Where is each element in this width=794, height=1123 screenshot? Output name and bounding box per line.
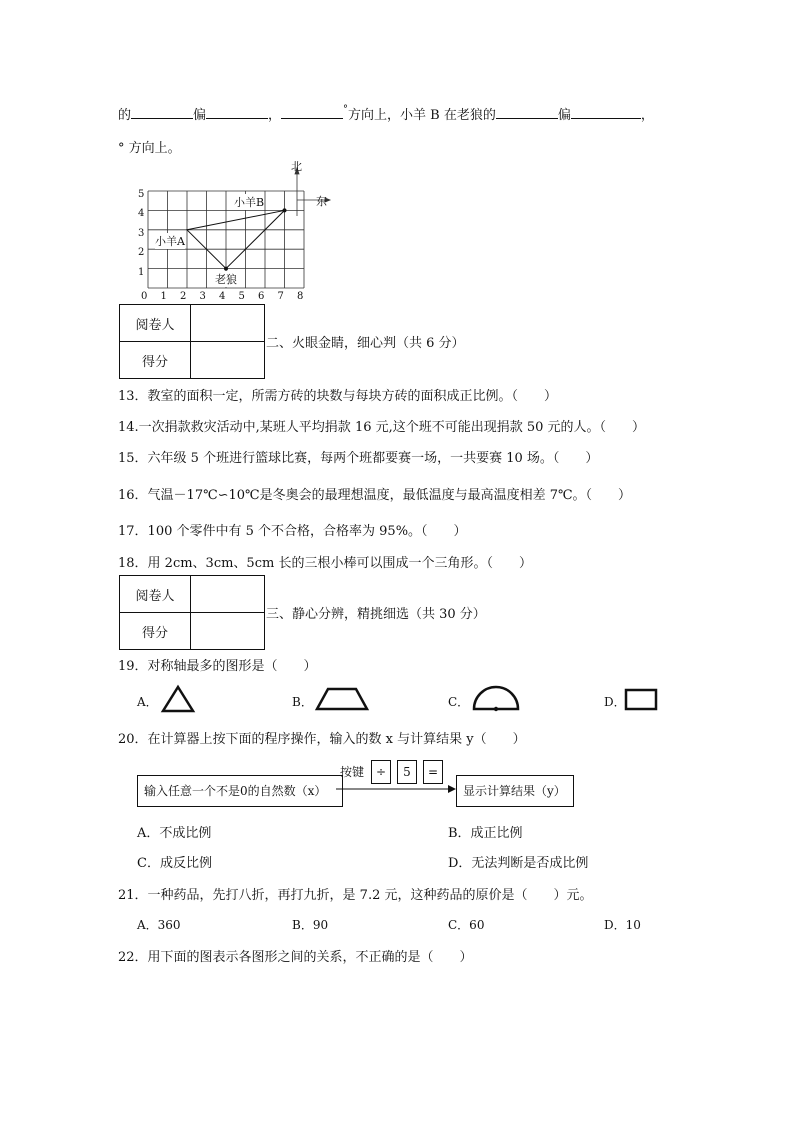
score-label: 得分 (120, 342, 191, 379)
y-tick: 5 (138, 189, 145, 200)
question-19: 19．对称轴最多的图形是（ ） (118, 659, 317, 674)
key-equals: = (423, 760, 443, 784)
y-tick: 4 (138, 208, 145, 220)
x-tick: 5 (238, 291, 245, 302)
triangle-shape (160, 684, 196, 714)
x-tick: 2 (180, 291, 187, 302)
rectangle-shape (624, 688, 658, 712)
question-22: 22．用下面的图表示各图形之间的关系，不正确的是（ ） (118, 950, 473, 965)
option-a[interactable]: A． (137, 695, 158, 709)
x-tick: 0 (141, 291, 148, 302)
label-wolf: 老狼 (215, 273, 237, 286)
x-tick: 7 (277, 291, 284, 302)
answer-blank[interactable] (281, 106, 343, 119)
answer-blank[interactable] (206, 106, 268, 119)
option-b[interactable]: B．成正比例 (448, 826, 523, 841)
grader-cell[interactable] (191, 576, 265, 613)
option-a[interactable]: A．不成比例 (137, 826, 212, 841)
text: ° (343, 104, 349, 115)
arrow-icon (336, 783, 456, 795)
x-tick: 3 (199, 291, 206, 302)
question-17: 17．100 个零件中有 5 个不合格，合格率为 95%。（ ） (118, 524, 467, 539)
section2-title: 二、火眼金睛，细心判（共 6 分） (266, 336, 465, 351)
score-box-section2 (119, 304, 265, 379)
question-20: 20．在计算器上按下面的程序操作，输入的数 x 与计算结果 y（ ） (118, 732, 526, 747)
compass-east-label: 东 (316, 195, 327, 208)
x-tick: 4 (219, 291, 226, 302)
option-b[interactable]: B． (292, 695, 313, 709)
semicircle-shape (470, 683, 522, 713)
question-14: 14.一次捐款救灾活动中,某班人平均捐款 16 元,这个班不可能出现捐款 50 元的人。（ ） (118, 420, 646, 435)
label-sheep-a: 小羊A (155, 235, 185, 248)
option-c[interactable]: C．成反比例 (137, 856, 212, 871)
answer-blank[interactable] (496, 106, 558, 119)
option-d[interactable]: D．无法判断是否成比例 (448, 856, 589, 871)
text: 偏 (557, 108, 571, 123)
key-divide: ÷ (371, 760, 391, 784)
y-tick: 2 (138, 247, 145, 259)
option-c[interactable]: C． (448, 695, 470, 709)
x-tick: 8 (297, 291, 304, 302)
fill-in-line-2: ° 方向上。 (118, 141, 181, 156)
x-tick: 6 (258, 291, 265, 302)
wolf-point (224, 267, 228, 271)
score-cell[interactable] (191, 342, 265, 379)
sheep-b-point (283, 208, 287, 212)
score-label: 得分 (120, 613, 191, 650)
score-cell[interactable] (191, 613, 265, 650)
section3-title: 三、静心分辨，精挑细选（共 30 分） (266, 607, 486, 622)
text: ， (268, 108, 282, 123)
question-15: 15．六年级 5 个班进行篮球比赛，每两个班都要赛一场，一共要赛 10 场。（ ） (118, 451, 599, 466)
option-b[interactable]: B．90 (292, 918, 329, 932)
key-five: 5 (397, 760, 417, 784)
text: 偏 (193, 108, 207, 123)
question-21: 21．一种药品，先打八折，再打九折，是 7.2 元，这种药品的原价是（ ）元。 (118, 888, 593, 903)
question-18: 18．用 2cm、3cm、5cm 长的三根小棒可以围成一个三角形。（ ） (118, 556, 532, 571)
option-d[interactable]: D． (604, 695, 626, 709)
question-13: 13．教室的面积一定，所需方砖的块数与每块方砖的面积成正比例。（ ） (118, 389, 558, 404)
compass-north-label: 北 (291, 160, 302, 173)
text: 方向上，小羊 B 在老狼的 (348, 108, 496, 123)
label-sheep-b: 小羊B (234, 196, 265, 209)
grader-label: 阅卷人 (120, 305, 191, 342)
fill-in-line-1 (118, 104, 654, 123)
option-d[interactable]: D．10 (604, 918, 641, 932)
y-tick: 1 (138, 266, 145, 278)
question-16: 16．气温－17℃∽10℃是冬奥会的最理想温度，最低温度与最高温度相差 7℃。（ ） (118, 488, 632, 503)
answer-blank[interactable] (571, 106, 641, 119)
y-tick-labels (138, 185, 144, 282)
grader-cell[interactable] (191, 305, 265, 342)
text: 的 (118, 108, 132, 123)
answer-blank[interactable] (131, 106, 193, 119)
text: ， (640, 108, 654, 123)
option-a[interactable]: A．360 (137, 918, 181, 932)
trapezoid-shape (314, 686, 370, 712)
grader-label: 阅卷人 (120, 576, 191, 613)
y-tick: 3 (138, 227, 145, 239)
output-box: 显示计算结果（y） (456, 775, 574, 807)
option-c[interactable]: C．60 (448, 918, 485, 932)
press-key-label: 按键 (340, 765, 365, 779)
input-box: 输入任意一个不是0的自然数（x） (137, 775, 343, 807)
x-tick: 1 (160, 291, 167, 302)
score-box-section3 (119, 575, 265, 650)
